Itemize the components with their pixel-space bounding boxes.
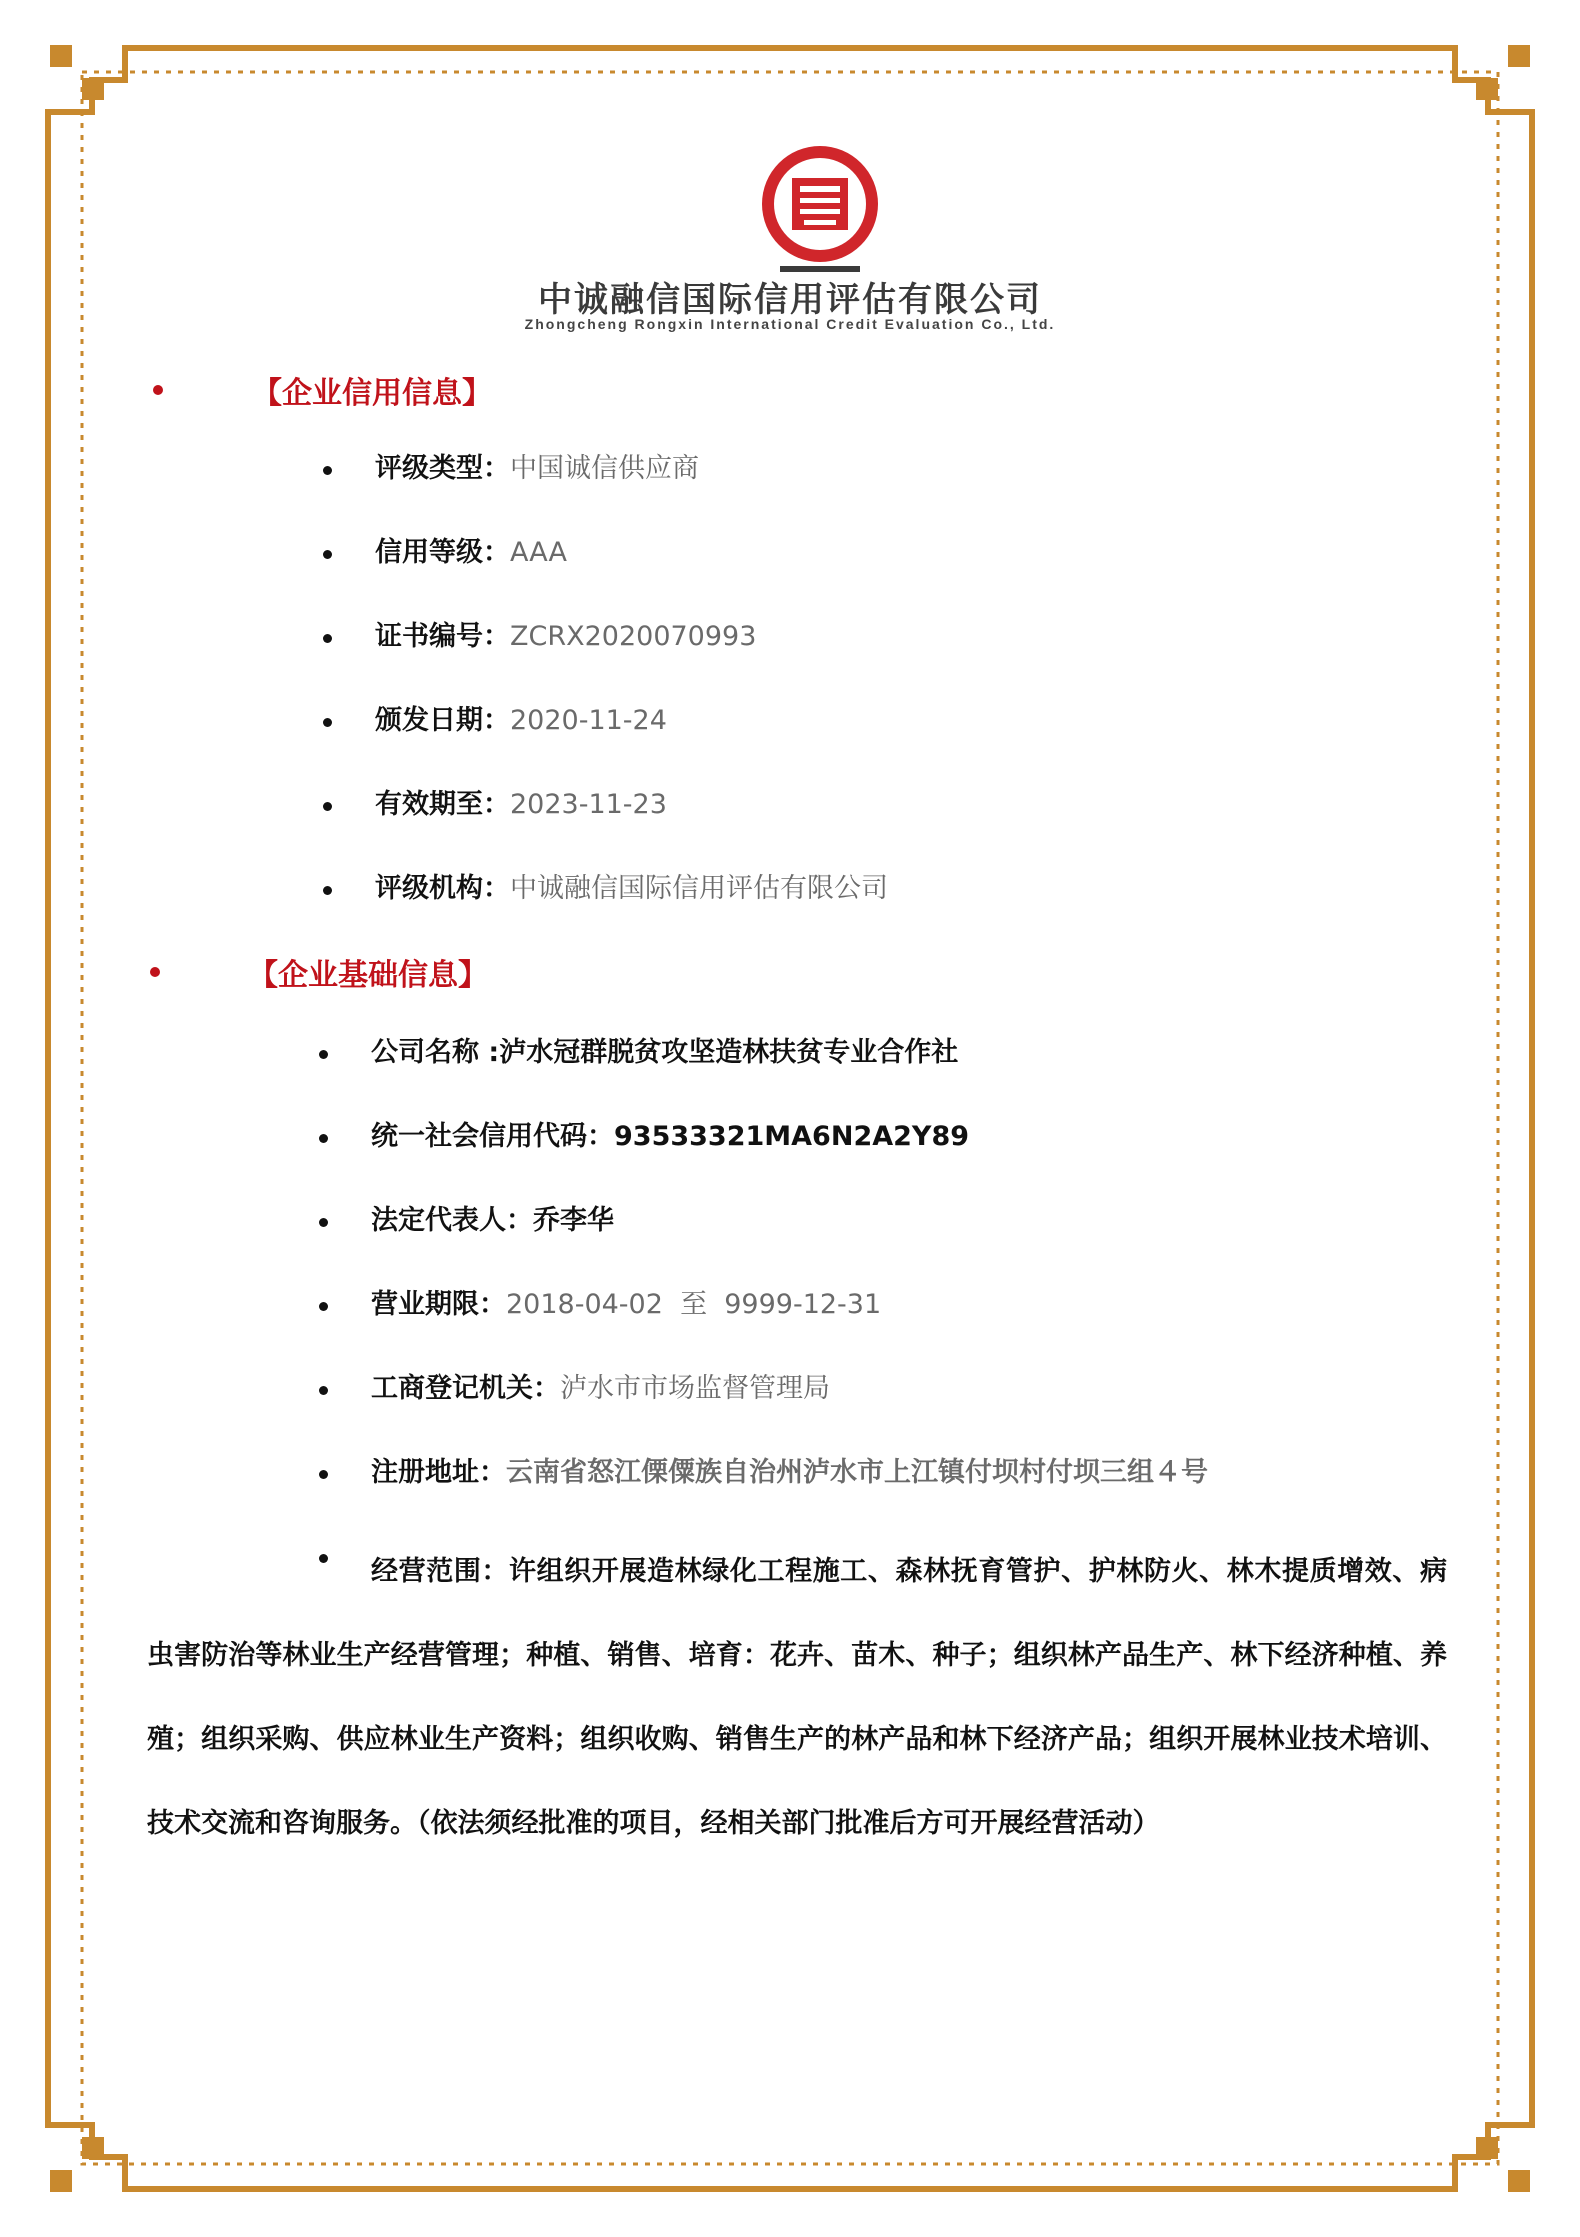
business-scope [147,1530,1447,1866]
item-label: 评级机构 [375,873,483,904]
item-value: 93533321MA6N2A2Y89 [614,1121,970,1152]
list-item: 颁发日期：2020-11-24 [375,705,667,736]
item-label: 颁发日期 [375,705,483,736]
list-item: 工商登记机关：泸水市市场监督管理局 [371,1373,830,1404]
list-bullet [323,718,332,727]
item-label: 营业期限 [371,1289,479,1320]
list-item: 评级类型：中国诚信供应商 [375,453,699,484]
item-value: 2020-11-24 [510,705,667,736]
logo-seal-icon [740,138,900,278]
section-bullet [150,967,160,977]
list-bullet [319,1134,328,1143]
item-value: 云南省怒江傈僳族自治州泸水市上江镇付坝村付坝三组４号 [506,1457,1208,1488]
scope-text: 许组织开展造林绿化工程施工、森林抚育管护、护林防火、林木提质增效、病虫害防治等林业生产经营管理；种植、销售、培育：花卉、苗木、种子；组织林产品生产、林下经济种植、养殖；组织采购、供应林业生产资料；组织收购、销售生产的林产品和林下经济产品；组织开展林业技术培训、技术交流和咨询服务。（依法须经批准的项目，经相关部门批准后方可开展经营活动） [147,1556,1448,1839]
list-item: 法定代表人：乔李华 [371,1205,614,1236]
item-value: :泸水冠群脱贫攻坚造林扶贫专业合作社 [488,1037,959,1068]
list-bullet [319,1050,328,1059]
item-label: 统一社会信用代码 [371,1121,587,1152]
item-value: 中诚融信国际信用评估有限公司 [510,873,888,904]
item-label: 评级类型 [375,453,483,484]
item-value: AAA [510,537,567,568]
item-value: 中国诚信供应商 [510,453,699,484]
list-bullet [323,550,332,559]
list-bullet [319,1302,328,1311]
item-label: 注册地址 [371,1457,479,1488]
item-label: 工商登记机关 [371,1373,533,1404]
item-value: 2018-04-02 至 9999-12-31 [506,1289,882,1320]
item-label: 信用等级 [375,537,483,568]
company-logo [740,138,900,278]
item-value: 乔李华 [533,1205,614,1236]
company-name-cn: 中诚融信国际信用评估有限公司 [538,280,1042,320]
list-bullet [319,1218,328,1227]
list-bullet [319,1470,328,1479]
list-item: 统一社会信用代码：93533321MA6N2A2Y89 [371,1121,970,1152]
scope-label: 经营范围： [371,1556,510,1587]
item-value: ZCRX2020070993 [510,621,757,652]
item-label: 有效期至 [375,789,483,820]
list-item: 证书编号：ZCRX2020070993 [375,621,757,652]
company-name-en: Zhongcheng Rongxin International Credit Evaluation Co., Ltd. [524,316,1056,332]
list-item: 有效期至：2023-11-23 [375,789,667,820]
item-label: 证书编号 [375,621,483,652]
list-item: 评级机构：中诚融信国际信用评估有限公司 [375,873,888,904]
list-bullet [323,634,332,643]
list-bullet [323,802,332,811]
list-item [371,1036,958,1070]
list-bullet [319,1386,328,1395]
credit-section-title: 【企业信用信息】 [252,376,492,411]
basic-section-title: 【企业基础信息】 [248,958,488,993]
list-bullet [323,886,332,895]
item-label: 法定代表人 [371,1205,506,1236]
list-item: 注册地址：云南省怒江傈僳族自治州泸水市上江镇付坝村付坝三组４号 [371,1457,1208,1488]
list-bullet [323,466,332,475]
item-label: 公司名称 [371,1037,479,1068]
list-item: 信用等级：AAA [375,537,567,568]
list-item: 营业期限：2018-04-02 至 9999-12-31 [371,1289,882,1320]
section-bullet [153,385,163,395]
item-value: 泸水市市场监督管理局 [560,1373,830,1404]
item-value: 2023-11-23 [510,789,667,820]
